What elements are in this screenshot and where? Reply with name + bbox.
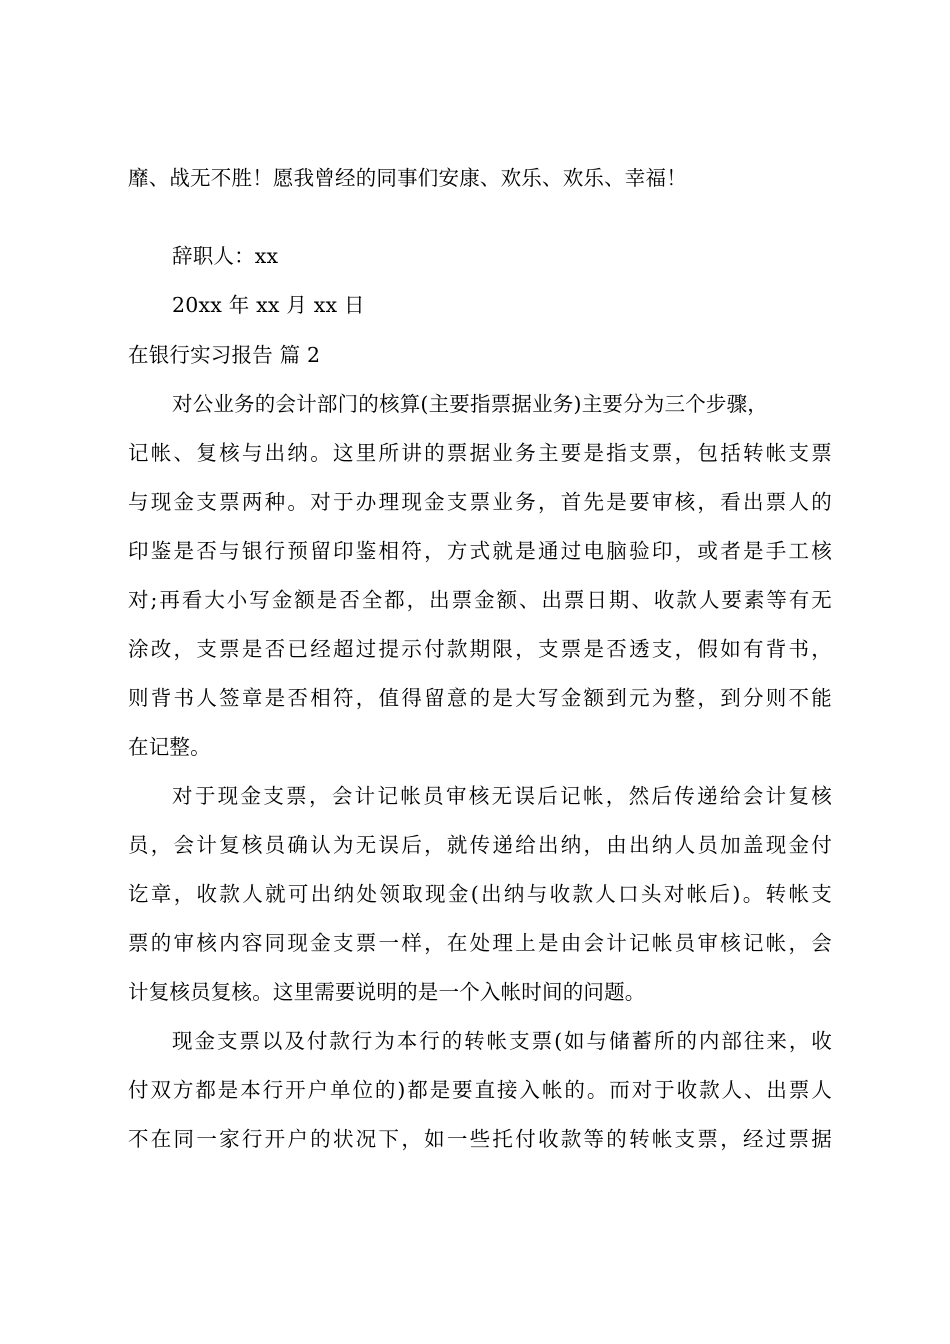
date-line: 20xx 年 xx 月 xx 日 <box>172 293 365 317</box>
paragraph-1-line-8: 在记整。 <box>128 735 211 759</box>
paragraph-1-line-3: 与现金支票两种。对于办理现金支票业务，首先是要审核，看出票人的 <box>128 490 832 514</box>
paragraph-2-line-2: 员，会计复核员确认为无误后，就传递给出纳，由出纳人员加盖现金付 <box>128 833 832 857</box>
signature-line: 辞职人：xx <box>172 244 279 268</box>
paragraph-2-line-3: 讫章，收款人就可出纳处领取现金(出纳与收款人口头对帐后)。转帐支 <box>128 882 832 906</box>
paragraph-1-line-1: 对公业务的会计部门的核算(主要指票据业务)主要分为三个步骤， <box>172 392 768 416</box>
paragraph-1-line-7: 则背书人签章是否相符，值得留意的是大写金额到元为整，到分则不能 <box>128 686 832 710</box>
text-line: 靡、战无不胜！愿我曾经的同事们安康、欢乐、欢乐、幸福！ <box>128 166 687 190</box>
paragraph-3-line-3: 不在同一家行开户的状况下，如一些托付收款等的转帐支票，经过票据 <box>128 1127 832 1151</box>
paragraph-3-line-1: 现金支票以及付款行为本行的转帐支票(如与储蓄所的内部往来，收 <box>172 1029 832 1053</box>
section-heading: 在银行实习报告 篇 2 <box>128 343 321 367</box>
paragraph-1-line-2: 记帐、复核与出纳。这里所讲的票据业务主要是指支票，包括转帐支票 <box>128 441 832 465</box>
paragraph-1-line-4: 印鉴是否与银行预留印鉴相符，方式就是通过电脑验印，或者是手工核 <box>128 539 832 563</box>
paragraph-2-line-1: 对于现金支票，会计记帐员审核无误后记帐，然后传递给会计复核 <box>172 784 832 808</box>
paragraph-1-line-5: 对;再看大小写金额是否全都，出票金额、出票日期、收款人要素等有无 <box>128 588 832 612</box>
paragraph-2-line-5: 计复核员复核。这里需要说明的是一个入帐时间的问题。 <box>128 980 646 1004</box>
paragraph-1-line-6: 涂改，支票是否已经超过提示付款期限，支票是否透支，假如有背书， <box>128 637 832 661</box>
paragraph-2-line-4: 票的审核内容同现金支票一样，在处理上是由会计记帐员审核记帐，会 <box>128 931 832 955</box>
paragraph-3-line-2: 付双方都是本行开户单位的)都是要直接入帐的。而对于收款人、出票人 <box>128 1078 832 1102</box>
